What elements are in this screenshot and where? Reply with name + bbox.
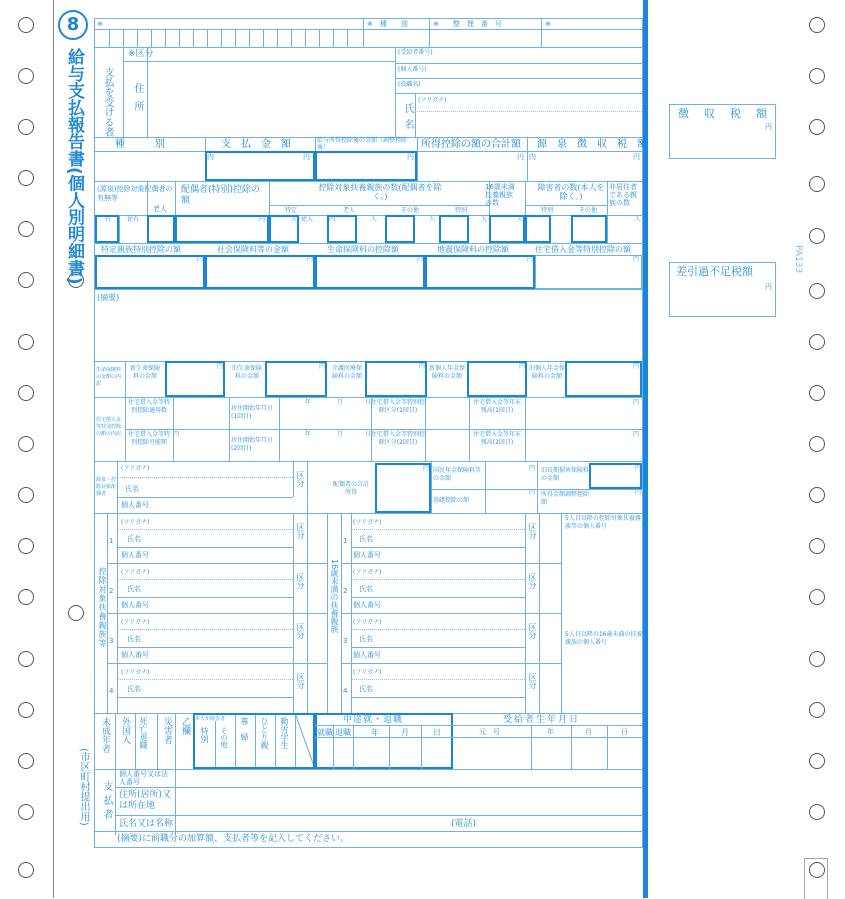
choshu-label: 徴 収 税 額 [678, 107, 769, 120]
sonota-count[interactable] [385, 215, 415, 243]
jukyu-label: (受給者番号) [398, 49, 433, 56]
tokutei-jin: 人 [291, 216, 298, 223]
choshu-box[interactable] [669, 104, 776, 159]
r3-yen4: 円 [527, 256, 534, 263]
sp-kiso: 基礎控除の額 [433, 497, 470, 504]
chuto-label: 中途就・退職 [343, 715, 404, 725]
yakushoku-label: (役職名) [398, 81, 421, 88]
shin-nenkin-label: 新個人年金保険料の金額 [429, 365, 466, 380]
payer-number-label: 個人番号又は法人番号 [119, 770, 168, 786]
shotoku-kojo-label: 所得控除の額の合計額 [421, 139, 521, 150]
gensen-label: 源 泉 徴 収 税 額 [537, 139, 647, 150]
saigai-label: 災害者 [162, 717, 172, 744]
form-number-badge: 8 [58, 10, 88, 40]
bd-tsuki: 月 [585, 728, 592, 736]
h-yen2: 円 [633, 431, 640, 438]
tokubetsu-label: 特別 [455, 207, 468, 214]
kubun-label: ※区分 [128, 49, 154, 59]
sp-shotoku-chosei: 所得金額調整控除額 [541, 491, 590, 506]
kyojyu1-label: 居住開始年月日(1回目) [231, 405, 274, 420]
gengo-label: 元 号 [479, 728, 500, 736]
kinro-label: 勤労学生 [280, 717, 289, 749]
haigusha-kojo-input[interactable] [175, 215, 269, 243]
hikyoju-jin: 人 [635, 216, 642, 223]
shakai-input[interactable] [205, 255, 315, 289]
haigusha-yen: 円 [259, 216, 266, 223]
shin-seimei-input[interactable] [165, 361, 225, 397]
shakai-label: 社会保険料等の金額 [217, 245, 289, 254]
kyu-nenkin-input[interactable] [565, 361, 642, 397]
tekiyo-su-label: 住宅借入金等特別控除適用数 [127, 399, 170, 414]
gensen-yen: 円 [633, 153, 640, 161]
sonota-b-label: その他 [220, 727, 228, 748]
haigusha-umu-label: (源泉)控除対象配偶者の有無等 [97, 185, 173, 202]
sabiki-label: 差引過不足税額 [676, 265, 753, 278]
jishin-label: 地震保険料の控除額 [437, 245, 509, 254]
h-nichi1: 日 [365, 399, 372, 406]
hitorioya-label: ひとり親 [260, 717, 269, 749]
tokutei-shinzoku-label: 特定親族特別控除の額 [101, 245, 181, 254]
sp-kubun: 区分 [296, 471, 305, 487]
kyuyo-yen: 円 [407, 153, 414, 161]
sp-yen2: 円 [529, 465, 536, 472]
note5b: 5人目以降の16歳未満の扶養親族の個人番号 [565, 631, 643, 646]
main-form: ※ ※ 種 別 ※ 整 理 番 号 ※ ※区分 支払を受ける者 住所 (受給者番号) (個人番号) (役職名) 氏名 (フリガナ) 種 別 支 払 金 額 給与所得控除後の金額（調整控除後） 所得控除の額の合計額 源 泉 徴 収 税 額 内 円 円 円 内 円 (源泉)控除対象配偶者の有無等 老人 配偶者(特別)控除の額 控除対象扶養親族の数(配偶者を除く。) 16歳未満扶養親族の数 障害者の数(本人を除く。) 非居住者である親族の数 特定 老人 その他 特別 特別 その他 有 従有 円 人 従人 内 人 人 人 人 人 特定親族特別控除の額 社会保険料等の金額 生命保険料の控除額 地震保険料の控除額 住宅借入金等特別控除の額 円 円 円 円 円 (摘要) 生命保険料の金額の内訳 新生命保険料の金額 旧生命保険料の金額 介護医療保険料の金額 新個人年金保険料の金額 旧個人年金保険料の金額 円 円 円 円 円 住宅借入金等特別控除の額の内訳 住宅借入金等特別控除適用数 居住開始年月日(1回目) 年 月 日 住宅借入金等特別控除区分(1回目) 住宅借入金等年末残高(1回目) 円 住宅借入金等特別控除可能額 円 居住開始年月日(2回目) 年 月 日 住宅借入金等特別控除区分(2回目) 住宅借入金等年末残高(2回目) 円 源泉・控除対象配偶者 (フリガナ) 氏名 個人番号 区分 配偶者の合計所得 円 国民年金保険料等の金額 基礎控除の額 円 円 旧長期損害保険料の金額 所得金額調整控除額 円 円 控除対象扶養親族等 16歳未満の扶養親族 5人目以降の控除対象扶養親族等の個人番号 5人目以降の16歳未満の扶養親族の個人番号 1 (フリガナ) 氏名 個人番号 区分 2 (フリガナ) 氏名 個人番号 区分 3 (フリガナ) 氏名 個人番号 区分 4 (フリガナ) 氏名 区分 1 (フリガナ) 氏名 個人番号 区分 2 (フリガナ) 氏名 個人番号 区分 3 (フリガナ) 氏名 個人番号 区分 4 (フリガナ) 氏名 区分 未成年者 外国人 死亡退職 災害者 乙欄 本人が障害者 特別 その他 寡婦 ひとり親 勤労学生 中途就・退職 就職 退職 年 月 日 受給者生年月日 元 号 年 月 日 支払者 個人番号又は法人番号 住所(居所)又は所在地 氏名又は名称 (電話) (摘要)に前職分の加算額、支払者等を記入してください。 [94, 18, 643, 848]
juari-label: 従有 [127, 216, 140, 223]
sp-name: 氏名 [125, 485, 139, 493]
r3-yen3: 円 [417, 256, 424, 263]
jutaku-label: 住宅借入金等特別控除の額 [535, 245, 631, 254]
otsu-label: 乙欄 [180, 717, 190, 735]
shogai-label: 障害者の数(本人を除く。) [537, 183, 605, 201]
taishoku-label: 退職 [335, 728, 351, 737]
sabiki-box[interactable] [669, 262, 776, 317]
shin-nenkin-input[interactable] [467, 361, 527, 397]
ins-yen2: 円 [319, 363, 326, 370]
sp-kokumin: 国民年金保険料等の金額 [433, 467, 482, 482]
payer-address-label: 住所(居所)又は所在地 [119, 790, 172, 811]
haigusha-kojo-label: 配偶者(特別)控除の額 [181, 185, 261, 206]
submit-to-label: (市区町村提出用) [78, 748, 89, 826]
spouse-label: 源泉・控除対象配偶者 [96, 477, 117, 497]
ins-yen4: 円 [519, 363, 526, 370]
h-yen1: 円 [633, 399, 640, 406]
seimei-label: 生命保険料の控除額 [327, 245, 399, 254]
header-mark1: ※ [97, 20, 103, 28]
fuyo-count-label: 控除対象扶養親族の数(配偶者を除く。) [318, 183, 442, 201]
ins-yen5: 円 [633, 363, 640, 370]
sp-kojin: 個人番号 [121, 501, 149, 509]
furigana-label: (フリガナ) [418, 97, 447, 104]
form-title: 給与支払報告書(個人別明細書) [64, 48, 84, 285]
rojin-uchi: 内 [329, 216, 336, 223]
tokubetsu-b-label: 特別 [200, 727, 209, 743]
under16-label: 16歳未満の扶養親族 [330, 559, 339, 634]
form-code: PA133 [793, 245, 803, 274]
bd-nichi: 日 [621, 728, 628, 736]
h-tsuki2: 月 [337, 431, 344, 438]
payer-label: 支払者 [101, 781, 112, 823]
r3-yen2: 円 [307, 256, 314, 263]
jutaku-input[interactable] [535, 255, 642, 289]
b-nen: 年 [371, 728, 379, 737]
b-tsuki: 月 [401, 728, 409, 737]
shogai-sonota-count[interactable] [571, 215, 607, 243]
h-nichi2: 日 [365, 431, 372, 438]
h-yen-kano: 円 [173, 431, 180, 438]
h-nen2: 年 [305, 431, 312, 438]
sp-furigana: (フリガナ) [121, 465, 150, 472]
kaigo-input[interactable] [365, 361, 427, 397]
r3-yen5: 円 [633, 256, 640, 263]
kubun2-label: 住宅借入金等特別控除区分(2回目) [371, 431, 426, 446]
tokubetsu-jin: 人 [481, 216, 488, 223]
ari-label: 有 [105, 216, 112, 223]
note5: 5人目以降の控除対象扶養親族等の個人番号 [565, 515, 641, 530]
tokubetsu2-label: 特別 [541, 207, 554, 214]
shiharai-input[interactable] [205, 151, 315, 181]
shubetsu-label: 種 別 [115, 139, 165, 150]
housing-label: 住宅借入金等特別控除の額の内訳 [96, 417, 122, 437]
zandaka2-label: 住宅借入金等年末残高(2回目) [472, 431, 521, 446]
kyu-nenkin-label: 旧個人年金保険料の金額 [529, 365, 566, 380]
sp-yen3: 円 [529, 489, 536, 496]
kyu-seimei-input[interactable] [265, 361, 327, 397]
ins-yen1: 円 [217, 363, 224, 370]
tokutei-ju: 従人 [301, 216, 314, 223]
kojin-label: (個人番号) [398, 66, 427, 73]
shushoku-label: 就職 [317, 728, 333, 737]
recipient-label: 支払を受ける者 [102, 67, 113, 137]
hikyoju-label: 非居住者である親族の数 [609, 183, 637, 207]
seimei-input[interactable] [315, 255, 425, 289]
h-tsuki1: 月 [337, 399, 344, 406]
sp-yen1: 円 [423, 465, 430, 472]
header-mark2: ※ [545, 20, 551, 28]
seinengappi-label: 受給者生年月日 [503, 715, 581, 725]
sp-yen5: 円 [635, 489, 642, 496]
shotoku-yen: 円 [517, 153, 524, 161]
shin-seimei-label: 新生命保険料の金額 [129, 365, 160, 380]
recipient-name-label: 氏名 [402, 103, 413, 135]
kyuyo-shotoku-input[interactable] [315, 151, 417, 181]
tokutei-shinzoku-input[interactable] [95, 255, 205, 289]
sp-goukei: 配偶者の合計所得 [332, 481, 369, 496]
recipient-address-label: 住所 [132, 83, 143, 119]
ins-yen3: 円 [419, 363, 426, 370]
choshu-yen: 円 [765, 123, 772, 131]
haigusha-ari-box[interactable] [95, 215, 119, 243]
kaigo-label: 介護医療保険料の金額 [331, 365, 362, 380]
header-seiri: ※ 整 理 番 号 [433, 20, 502, 28]
jishin-input[interactable] [425, 255, 535, 289]
tokutei-label: 特定 [285, 207, 298, 214]
zandaka1-label: 住宅借入金等年末残高(1回目) [472, 399, 521, 414]
b-nichi: 日 [433, 728, 441, 737]
roujin-box[interactable] [147, 215, 175, 243]
gaikoku-label: 外国人 [120, 717, 130, 744]
sonota2-label: その他 [579, 207, 598, 214]
right-blue-bar [643, 0, 648, 898]
payer-note: (摘要)に前職分の加算額、支払者等を記入してください。 [117, 834, 350, 844]
miseinen-label: 未成年者 [100, 717, 110, 753]
kyojyu2-label: 居住開始年月日(2回目) [231, 437, 274, 452]
shiharai-label: 支 払 金 額 [221, 139, 291, 150]
tekiyo-label: (摘要) [97, 293, 120, 302]
roujin-label: 老人 [153, 205, 167, 213]
h-nen1: 年 [305, 399, 312, 406]
payer-tel-label: (電話) [451, 819, 477, 829]
sp-yen4: 円 [635, 465, 642, 472]
kafu-label: 寡婦 [240, 717, 249, 749]
status-checkbox-group[interactable] [193, 713, 315, 769]
bd-nen: 年 [547, 728, 554, 736]
header-kind: ※ 種 別 [367, 20, 408, 28]
tokubetsu-count[interactable] [439, 215, 469, 243]
kyu-seimei-label: 旧生命保険料の金額 [231, 365, 262, 380]
shiharai-yen: 円 [303, 153, 310, 161]
rojin2-label: 老人 [343, 207, 356, 214]
kyuyo-shotoku-label: 給与所得控除後の金額（調整控除後） [317, 137, 408, 151]
shiharai-uchi: 内 [207, 153, 214, 161]
honnin-label: 本人が障害者 [195, 716, 226, 722]
sonota-jin: 人 [429, 216, 436, 223]
payer-name-label: 氏名又は名称 [119, 819, 174, 829]
shogai-tokubetsu-count[interactable] [525, 215, 551, 243]
kubun1-label: 住宅借入金等特別控除区分(1回目) [371, 399, 426, 414]
shibo-label: 死亡退職 [139, 717, 148, 749]
r3-yen1: 円 [197, 256, 204, 263]
kano-label: 住宅借入金等特別控除可能額 [127, 431, 170, 446]
gensen-uchi: 内 [529, 153, 536, 161]
corner-tab [804, 858, 828, 899]
perforation-line [53, 0, 54, 898]
rojin-jin: 人 [371, 216, 378, 223]
fuyo16-jin: 人 [517, 216, 524, 223]
sp-kyu-choki: 旧長期損害保険料の金額 [541, 467, 590, 482]
sonota-label: その他 [401, 207, 420, 214]
sabiki-yen: 円 [765, 283, 772, 291]
fuyo16-label: 16歳未満扶養親族の数 [485, 183, 515, 207]
insurance-label: 生命保険料の金額の内訳 [96, 367, 122, 387]
fuyo-label: 控除対象扶養親族等 [98, 567, 107, 648]
